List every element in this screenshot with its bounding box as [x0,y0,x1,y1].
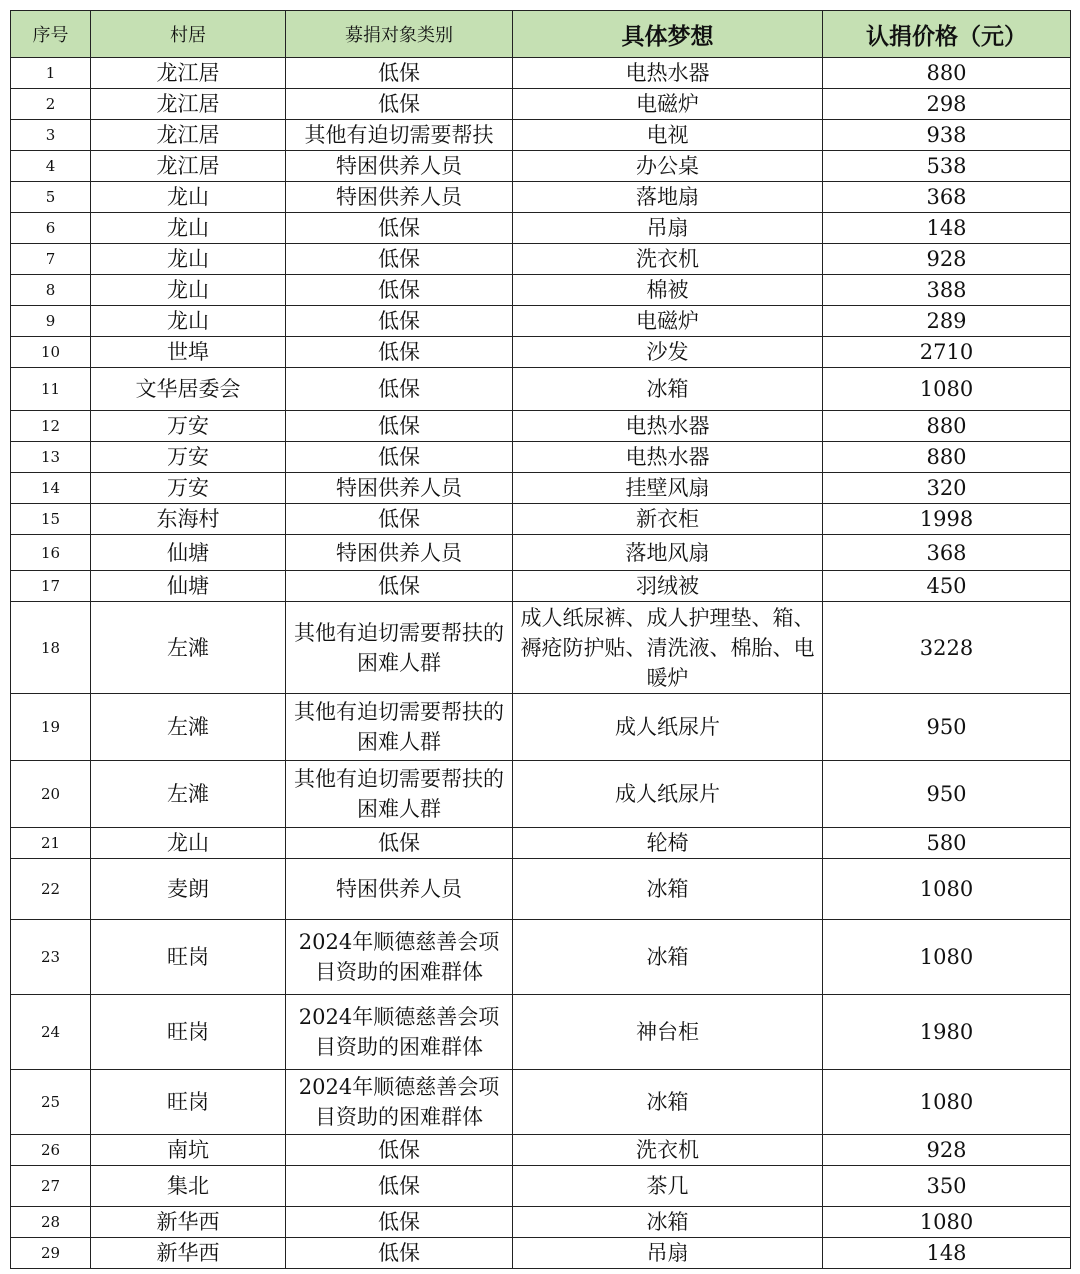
cell-no: 27 [11,1166,91,1207]
cell-village: 龙江居 [91,89,286,120]
cell-price: 2710 [823,337,1071,368]
cell-village: 南坑 [91,1135,286,1166]
cell-no: 6 [11,213,91,244]
cell-village: 文华居委会 [91,368,286,411]
dream-table-container [10,10,1070,1269]
cell-dream: 冰箱 [513,920,823,995]
table-row [11,1238,1071,1269]
cell-category: 低保 [286,213,513,244]
header-category: 募捐对象类别 [286,11,513,58]
table-row [11,504,1071,535]
cell-no: 14 [11,473,91,504]
cell-category: 特困供养人员 [286,151,513,182]
cell-no: 26 [11,1135,91,1166]
table-row [11,473,1071,504]
table-row [11,1070,1071,1135]
cell-category: 低保 [286,1135,513,1166]
cell-category: 特困供养人员 [286,535,513,571]
cell-no: 29 [11,1238,91,1269]
cell-village: 万安 [91,411,286,442]
cell-dream: 沙发 [513,337,823,368]
table-row [11,761,1071,828]
table-row [11,244,1071,275]
table-row [11,995,1071,1070]
cell-category: 低保 [286,89,513,120]
table-row [11,213,1071,244]
cell-category: 低保 [286,828,513,859]
table-row [11,411,1071,442]
table-row [11,368,1071,411]
cell-price: 298 [823,89,1071,120]
cell-category: 特困供养人员 [286,182,513,213]
cell-no: 19 [11,694,91,761]
cell-no: 5 [11,182,91,213]
cell-village: 世埠 [91,337,286,368]
cell-dream: 冰箱 [513,859,823,920]
cell-no: 2 [11,89,91,120]
cell-category: 低保 [286,411,513,442]
cell-no: 8 [11,275,91,306]
cell-village: 新华西 [91,1207,286,1238]
cell-village: 东海村 [91,504,286,535]
cell-price: 148 [823,213,1071,244]
cell-category: 低保 [286,504,513,535]
cell-category: 低保 [286,337,513,368]
cell-category: 低保 [286,368,513,411]
cell-village: 龙山 [91,828,286,859]
table-row [11,89,1071,120]
cell-category: 2024年顺德慈善会项目资助的困难群体 [286,1070,513,1135]
cell-no: 3 [11,120,91,151]
cell-dream: 吊扇 [513,213,823,244]
cell-price: 1080 [823,1070,1071,1135]
header-no: 序号 [11,11,91,58]
cell-village: 仙塘 [91,535,286,571]
cell-price: 1080 [823,920,1071,995]
cell-village: 龙江居 [91,58,286,89]
cell-village: 龙山 [91,244,286,275]
cell-price: 1080 [823,368,1071,411]
cell-price: 1080 [823,1207,1071,1238]
cell-village: 左滩 [91,602,286,694]
cell-price: 320 [823,473,1071,504]
cell-village: 麦朗 [91,859,286,920]
cell-price: 388 [823,275,1071,306]
cell-no: 23 [11,920,91,995]
table-row [11,151,1071,182]
cell-dream: 电磁炉 [513,89,823,120]
cell-village: 龙山 [91,182,286,213]
cell-price: 450 [823,571,1071,602]
cell-dream: 电热水器 [513,411,823,442]
cell-dream: 羽绒被 [513,571,823,602]
cell-no: 21 [11,828,91,859]
header-price: 认捐价格（元） [823,11,1071,58]
cell-village: 万安 [91,473,286,504]
cell-dream: 洗衣机 [513,244,823,275]
cell-dream: 新衣柜 [513,504,823,535]
cell-village: 龙山 [91,213,286,244]
cell-price: 538 [823,151,1071,182]
cell-village: 左滩 [91,694,286,761]
cell-category: 低保 [286,306,513,337]
cell-price: 368 [823,535,1071,571]
table-body [11,58,1071,1269]
table-row [11,602,1071,694]
cell-price: 950 [823,761,1071,828]
cell-price: 1998 [823,504,1071,535]
cell-category: 低保 [286,1207,513,1238]
cell-category: 低保 [286,442,513,473]
table-row [11,859,1071,920]
cell-category: 低保 [286,1166,513,1207]
cell-category: 低保 [286,275,513,306]
cell-village: 集北 [91,1166,286,1207]
table-row [11,694,1071,761]
cell-price: 880 [823,442,1071,473]
table-row [11,275,1071,306]
table-row [11,120,1071,151]
cell-no: 15 [11,504,91,535]
cell-dream: 棉被 [513,275,823,306]
cell-price: 950 [823,694,1071,761]
cell-no: 12 [11,411,91,442]
cell-no: 17 [11,571,91,602]
cell-dream: 冰箱 [513,1070,823,1135]
cell-category: 其他有迫切需要帮扶的困难人群 [286,694,513,761]
cell-category: 低保 [286,1238,513,1269]
cell-no: 28 [11,1207,91,1238]
cell-price: 1080 [823,859,1071,920]
table-row [11,535,1071,571]
table-row [11,1166,1071,1207]
cell-no: 4 [11,151,91,182]
cell-village: 龙江居 [91,151,286,182]
cell-dream: 成人纸尿片 [513,694,823,761]
table-row [11,58,1071,89]
cell-dream: 成人纸尿片 [513,761,823,828]
cell-category: 特困供养人员 [286,859,513,920]
cell-village: 龙山 [91,275,286,306]
cell-category: 2024年顺德慈善会项目资助的困难群体 [286,920,513,995]
cell-dream: 吊扇 [513,1238,823,1269]
cell-category: 低保 [286,571,513,602]
cell-dream: 洗衣机 [513,1135,823,1166]
cell-category: 其他有迫切需要帮扶的困难人群 [286,602,513,694]
table-header-row [11,11,1071,58]
cell-category: 2024年顺德慈善会项目资助的困难群体 [286,995,513,1070]
cell-no: 16 [11,535,91,571]
cell-village: 龙山 [91,306,286,337]
table-row [11,306,1071,337]
cell-price: 148 [823,1238,1071,1269]
cell-price: 1980 [823,995,1071,1070]
cell-no: 1 [11,58,91,89]
cell-price: 880 [823,58,1071,89]
cell-no: 18 [11,602,91,694]
dream-table [10,10,1071,1269]
table-row [11,182,1071,213]
cell-price: 3228 [823,602,1071,694]
cell-no: 7 [11,244,91,275]
cell-price: 938 [823,120,1071,151]
cell-dream: 冰箱 [513,1207,823,1238]
cell-dream: 落地扇 [513,182,823,213]
cell-dream: 神台柜 [513,995,823,1070]
cell-category: 低保 [286,58,513,89]
cell-dream: 电磁炉 [513,306,823,337]
cell-price: 928 [823,244,1071,275]
cell-price: 580 [823,828,1071,859]
table-row [11,1207,1071,1238]
cell-category: 其他有迫切需要帮扶 [286,120,513,151]
table-row [11,442,1071,473]
cell-village: 旺岗 [91,1070,286,1135]
cell-no: 25 [11,1070,91,1135]
cell-price: 928 [823,1135,1071,1166]
cell-village: 旺岗 [91,995,286,1070]
header-village: 村居 [91,11,286,58]
cell-dream: 落地风扇 [513,535,823,571]
cell-no: 10 [11,337,91,368]
cell-village: 仙塘 [91,571,286,602]
cell-category: 其他有迫切需要帮扶的困难人群 [286,761,513,828]
cell-no: 11 [11,368,91,411]
cell-village: 新华西 [91,1238,286,1269]
cell-village: 龙江居 [91,120,286,151]
cell-no: 20 [11,761,91,828]
cell-category: 低保 [286,244,513,275]
cell-village: 旺岗 [91,920,286,995]
cell-price: 880 [823,411,1071,442]
cell-dream: 茶几 [513,1166,823,1207]
cell-price: 350 [823,1166,1071,1207]
cell-dream: 电热水器 [513,58,823,89]
cell-dream: 轮椅 [513,828,823,859]
cell-village: 万安 [91,442,286,473]
table-row [11,828,1071,859]
table-row [11,920,1071,995]
header-dream: 具体梦想 [513,11,823,58]
cell-category: 特困供养人员 [286,473,513,504]
cell-village: 左滩 [91,761,286,828]
cell-no: 22 [11,859,91,920]
table-row [11,571,1071,602]
cell-dream: 挂壁风扇 [513,473,823,504]
table-row [11,337,1071,368]
cell-no: 24 [11,995,91,1070]
cell-no: 13 [11,442,91,473]
table-row [11,1135,1071,1166]
cell-dream: 电视 [513,120,823,151]
cell-dream: 成人纸尿裤、成人护理垫、箱、褥疮防护贴、清洗液、棉胎、电暖炉 [513,602,823,694]
cell-price: 289 [823,306,1071,337]
cell-dream: 办公桌 [513,151,823,182]
cell-dream: 冰箱 [513,368,823,411]
cell-price: 368 [823,182,1071,213]
cell-dream: 电热水器 [513,442,823,473]
cell-no: 9 [11,306,91,337]
